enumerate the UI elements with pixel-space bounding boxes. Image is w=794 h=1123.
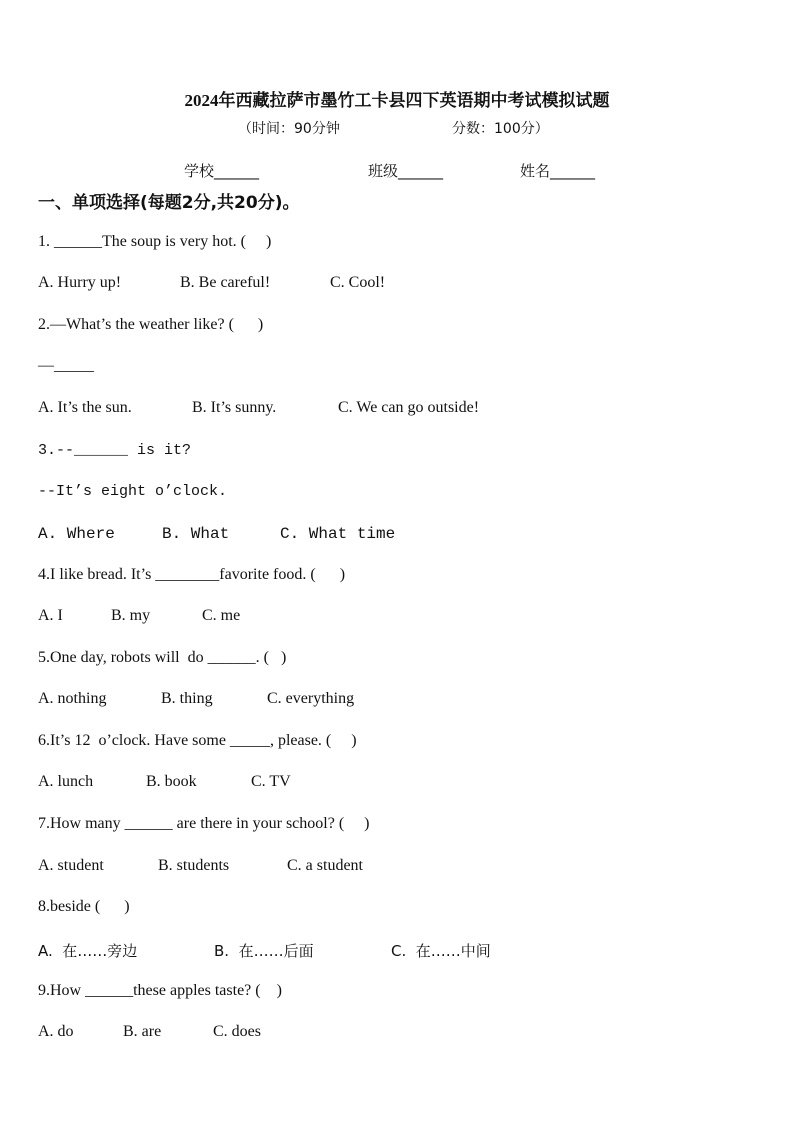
- q8-option-b: B. 在……后面: [214, 942, 314, 960]
- q1-option-a: A. Hurry up!: [38, 274, 122, 291]
- q4-option-c: C. me: [202, 607, 241, 624]
- q8-option-a: A. 在……旁边: [38, 942, 138, 960]
- q1-option-c: C. Cool!: [330, 274, 386, 291]
- question-2-answer-line: —_____: [38, 357, 94, 374]
- question-9: 9.How ______these apples taste? ( ): [38, 982, 282, 999]
- q7-option-c: C. a student: [287, 857, 363, 874]
- q7-option-a: A. student: [38, 857, 104, 874]
- q3-option-c: C. What time: [280, 525, 396, 543]
- page-title: 2024年西藏拉萨市墨竹工卡县四下英语期中考试模拟试题: [184, 91, 610, 110]
- q6-option-b: B. book: [146, 773, 197, 790]
- q3-option-a: A. Where: [38, 525, 115, 543]
- section-heading: 一、单项选择(每题2分,共20分)。: [38, 193, 300, 213]
- q7-option-b: B. students: [158, 857, 230, 874]
- question-3-answer-line: --It’s eight o’clock.: [38, 483, 228, 500]
- q9-option-c: C. does: [213, 1023, 261, 1040]
- q2-option-c: C. We can go outside!: [338, 399, 480, 416]
- q2-option-a: A. It’s the sun.: [38, 399, 132, 416]
- question-7: 7.How many ______ are there in your school? ( ): [38, 815, 370, 832]
- question-2: 2.—What’s the weather like? ( ): [38, 316, 264, 333]
- q5-option-b: B. thing: [161, 690, 213, 707]
- q6-option-c: C. TV: [251, 773, 291, 790]
- q4-option-a: A. I: [38, 607, 63, 624]
- q2-option-b: B. It’s sunny.: [192, 399, 277, 416]
- question-1: 1. ______The soup is very hot. ( ): [38, 233, 272, 250]
- question-5: 5.One day, robots will do ______. ( ): [38, 649, 287, 666]
- q9-option-a: A. do: [38, 1023, 74, 1040]
- school-field: 学校______: [184, 162, 260, 180]
- name-field: 姓名______: [520, 162, 596, 180]
- q6-option-a: A. lunch: [38, 773, 94, 790]
- question-4: 4.I like bread. It’s ________favorite food. ( ): [38, 566, 346, 583]
- exam-time: （时间：90分钟: [238, 121, 340, 137]
- q4-option-b: B. my: [111, 607, 151, 624]
- q3-option-b: B. What: [162, 525, 230, 543]
- q8-option-c: C. 在……中间: [391, 942, 491, 960]
- q5-option-c: C. everything: [267, 690, 355, 707]
- q1-option-b: B. Be careful!: [180, 274, 271, 291]
- q9-option-b: B. are: [123, 1023, 162, 1040]
- q5-option-a: A. nothing: [38, 690, 107, 707]
- exam-score: 分数：100分）: [452, 121, 549, 137]
- question-8: 8.beside ( ): [38, 898, 130, 915]
- question-6: 6.It’s 12 o’clock. Have some _____, please. ( ): [38, 732, 357, 749]
- class-field: 班级______: [368, 162, 444, 180]
- question-3: 3.--______ is it?: [38, 442, 192, 459]
